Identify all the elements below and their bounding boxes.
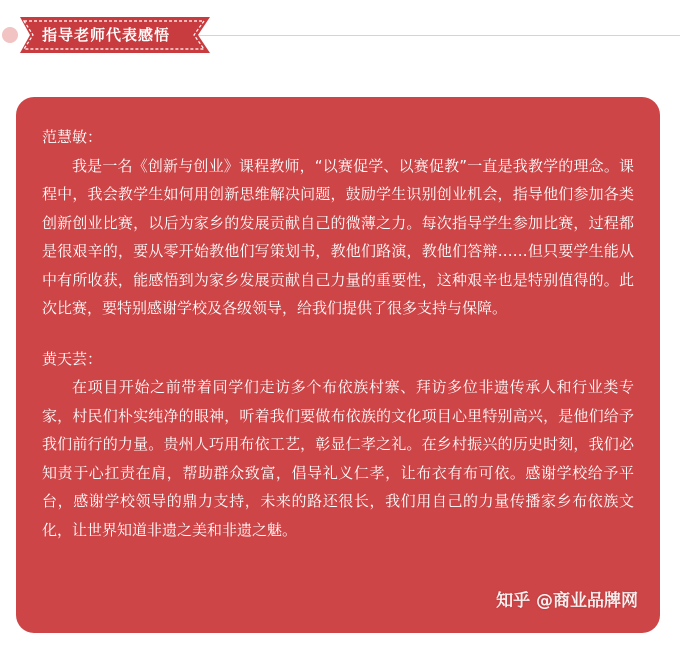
speaker-name: 范慧敏： [42,128,103,146]
quote-text: 我是一名《创新与创业》课程教师，“以赛促学、以赛促教”一直是我教学的理念。课程中，我会教学生如何用创新思维解决问题，鼓励学生识别创业机会，指导他们参加各类创新创业比赛，以后为家乡的发展贡献自己的微薄之力。每次指导学生参加比赛，过程都是很艰辛的，要从零开始教他们写策划书，教他们路演，教他们答辩……但只要学生能从中有所收获，能感悟到为家乡发展贡献自己力量的重要性，这种艰辛也是特别值得的。此次比赛，要特别感谢学校及各级领导，给我们提供了很多支持与保障。 [42,156,634,317]
section-title: 指导老师代表感悟 [42,26,171,44]
teacher-quote-1 [42,123,634,323]
header-decoration-dot [2,27,18,43]
source-watermark: 知乎 @商业品牌网 [496,590,638,611]
header-divider-line [190,35,680,36]
teacher-quote-2 [42,345,634,545]
quote-text: 在项目开始之前带着同学们走访多个布依族村寨、拜访多位非遗传承人和行业类专家，村民们朴实纯净的眼神，听着我们要做布依族的文化项目心里特别高兴，是他们给予我们前行的力量。贵州人巧用布依工艺，彰显仁孝之礼。在乡村振兴的历史时刻，我们必知责于心扛责在肩，帮助群众致富，倡导礼义仁孝，让布衣有布可依。感谢学校给予平台，感谢学校领导的鼎力支持，未来的路还很长，我们用自己的力量传播家乡布依族文化，让世界知道非遗之美和非遗之魅。 [42,378,634,539]
quote-panel [16,97,660,633]
speaker-name: 黄天芸： [42,349,103,368]
section-header-banner [20,14,210,56]
